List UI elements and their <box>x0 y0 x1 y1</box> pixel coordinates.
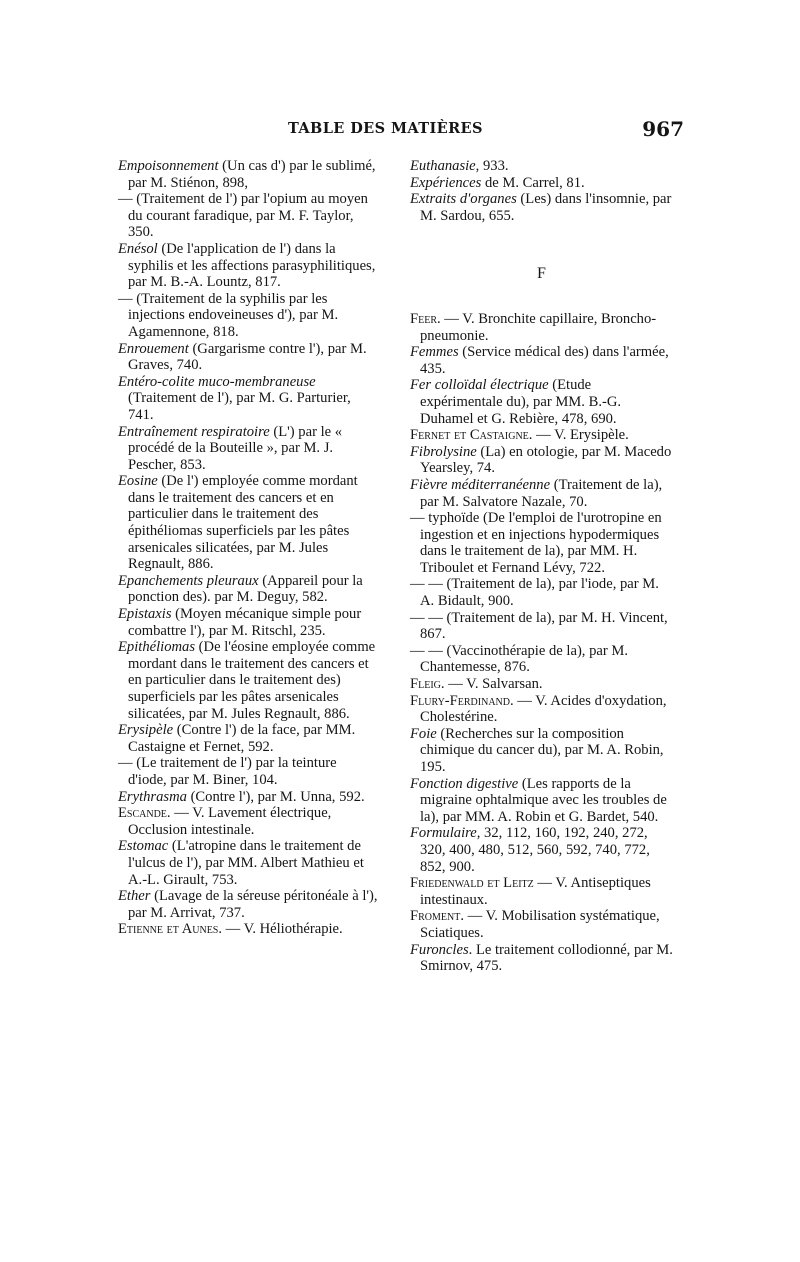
index-entry <box>410 942 673 975</box>
entry-term: Fleig. <box>410 676 445 693</box>
index-entry <box>410 158 673 175</box>
index-entry <box>118 291 378 341</box>
running-title: TABLE DES MATIÈRES <box>288 120 483 137</box>
entry-text: (Traitement de l'), par M. G. Parturier, 741. <box>128 390 351 423</box>
entry-term: Epanchements pleuraux <box>118 572 259 589</box>
entry-term: Euthanasie <box>410 158 476 174</box>
entry-text: — V. Héliothérapie. <box>222 921 343 938</box>
entry-term: Feer. <box>410 310 441 327</box>
entry-term: Femmes <box>410 344 459 361</box>
index-entry <box>118 341 378 374</box>
index-entry <box>410 477 673 510</box>
index-entry <box>118 573 378 606</box>
entry-text: — V. Lavement électrique, Occlusion intestinale. <box>128 805 332 838</box>
index-entry <box>410 344 673 377</box>
entry-text: (De l') employée comme mordant dans le traitement des cancers et en particulier dans le traitement des épithéliomas superficiels par les pâtes arsenicales silicatées, par M. Jules Regnault, 886. <box>128 473 358 573</box>
entry-term: Fer colloïdal électrique <box>410 377 549 394</box>
entry-term: Estomac <box>118 838 169 855</box>
index-entry <box>410 576 673 609</box>
entry-term: Formulaire <box>410 825 477 842</box>
entry-text: (Les) dans l'insomnie, par M. Sardou, 655. <box>420 191 672 224</box>
entry-term: Flury-Ferdinand. <box>410 692 514 709</box>
entry-term: Escande. <box>118 805 171 822</box>
entry-text: (Moyen mécanique simple pour combattre l'), par M. Ritschl, 235. <box>128 606 362 639</box>
entry-text: — V. Salvarsan. <box>444 676 543 693</box>
entry-text: (De l'application de l') dans la syphilis et les affections parasyphilitiques, par M. B.-A. Lountz, 817. <box>128 240 376 291</box>
entry-text: (Les rapports de la migraine ophtalmique avec les troubles de la), par MM. A. Robin et G. Bardet, 540. <box>420 775 667 825</box>
entry-term: Eosine <box>118 473 158 490</box>
page-header <box>120 117 684 146</box>
entry-text: (Contre l'), par M. Unna, 592. <box>186 788 365 805</box>
entry-text: (Un cas d') par le sublimé, par M. Stiénon, 898, <box>128 158 376 191</box>
index-entry <box>118 241 378 291</box>
index-entry <box>410 311 673 344</box>
index-entry <box>118 805 378 838</box>
entry-term: Friedenwald et Leitz <box>410 875 534 892</box>
entry-text: (Service médical des) dans l'armée, 435. <box>420 344 669 377</box>
entry-text: (Gargarisme contre l'), par M. Graves, 740. <box>128 340 367 374</box>
entry-term: Fibrolysine <box>410 443 477 460</box>
entry-text: — V. Erysipèle. <box>532 427 629 444</box>
entry-term: Erythrasma <box>118 788 187 805</box>
entry-text: (Contre l') de la face, par MM. Castaigne et Fernet, 592. <box>128 722 356 755</box>
entry-text: (De l'éosine employée comme mordant dans le traitement des cancers et en particulier dans le traitement des) superficiels par les pâtes arsenicales silicatées, par M. Jules Regnault, 886. <box>128 639 376 722</box>
index-entry <box>118 473 378 573</box>
index-entry <box>410 175 673 192</box>
entry-term: Entéro-colite muco-membraneuse <box>118 373 316 390</box>
entry-text: — V. Bronchite capillaire, Broncho-pneumonie. <box>420 310 657 344</box>
entry-term: Expériences <box>410 174 482 191</box>
entry-term: Enrouement <box>118 340 189 357</box>
index-entry <box>410 191 673 224</box>
entry-text: — V. Acides d'oxydation, Cholestérine. <box>420 692 667 726</box>
entry-term: Epithéliomas <box>118 639 196 656</box>
entry-text: , 933. <box>475 158 509 174</box>
entry-text: — — (Traitement de la), par l'iode, par M. A. Bidault, 900. <box>410 576 659 610</box>
index-entry <box>118 789 378 806</box>
entry-term: Froment. <box>410 908 464 925</box>
entry-text: . Le traitement collodionné, par M. Smirnov, 475. <box>420 941 673 975</box>
entry-term: Epistaxis <box>118 606 172 623</box>
entry-text: (La) en otologie, par M. Macedo Yearsley, 74. <box>420 443 672 477</box>
entry-text: — V. Antiseptiques intestinaux. <box>420 875 651 908</box>
page-number: 967 <box>642 117 684 141</box>
index-entry <box>118 158 378 191</box>
entry-text: — V. Mobilisation systématique, Sciatiques. <box>420 908 660 941</box>
index-entry <box>410 908 673 941</box>
entry-term: Entraînement respiratoire <box>118 423 270 440</box>
entry-text: (Lavage de la séreuse péritonéale à l'), par M. Arrivat, 737. <box>128 888 378 921</box>
index-entry <box>118 838 378 888</box>
index-entry <box>118 888 378 921</box>
index-entry <box>410 726 673 776</box>
entry-text: — typhoïde (De l'emploi de l'urotropine en ingestion et en injections hypodermiques dans le traitement de la), par MM. H. Triboulet et Fernand Lévy, 722. <box>410 510 662 576</box>
entry-term: Fernet et Castaigne. <box>410 427 533 444</box>
entry-text: (Recherches sur la composition chimique du cancer du), par M. A. Robin, 195. <box>420 725 664 775</box>
index-entry <box>118 921 378 938</box>
entry-text: — — (Traitement de la), par M. H. Vincent, 867. <box>410 609 668 643</box>
index-entry <box>410 377 673 427</box>
index-entry <box>118 191 378 241</box>
index-column-right <box>410 158 673 975</box>
index-entry <box>410 693 673 726</box>
entry-text: , 32, 112, 160, 192, 240, 272, 320, 400, 480, 512, 560, 592, 740, 772, 852, 900. <box>420 825 650 875</box>
index-entry <box>410 510 673 576</box>
entry-term: Empoisonnement <box>118 158 219 174</box>
entry-term: Enésol <box>118 240 158 257</box>
entry-text: — — (Vaccinothérapie de la), par M. Chantemesse, 876. <box>410 642 629 676</box>
index-entry <box>410 776 673 826</box>
entry-text: de M. Carrel, 81. <box>481 174 585 191</box>
entry-text: (Appareil pour la ponction des). par M. Deguy, 582. <box>128 572 363 606</box>
entry-text: (L') par le « procédé de la Bouteille », par M. J. Pescher, 853. <box>128 423 343 473</box>
entry-term: Extraits d'organes <box>410 191 517 208</box>
entry-term: Foie <box>410 725 437 742</box>
entry-text: (L'atropine dans le traitement de l'ulcus de l'), par MM. Albert Mathieu et A.-L. Girault, 753. <box>128 838 364 888</box>
entry-term: Furoncles <box>410 941 469 958</box>
index-entry <box>410 610 673 643</box>
entry-term: Etienne et Aunes. <box>118 921 223 938</box>
index-column-left <box>118 158 378 938</box>
index-entry <box>118 424 378 474</box>
entry-term: Fonction digestive <box>410 775 519 792</box>
index-entry <box>410 825 673 875</box>
entry-term: Erysipèle <box>118 722 174 739</box>
index-entry <box>410 676 673 693</box>
entry-term: Ether <box>118 888 151 905</box>
entry-text: — (Traitement de la syphilis par les injections endoveineuses d'), par M. Agamennone, 818. <box>118 290 339 340</box>
entry-text: — (Le traitement de l') par la teinture d'iode, par M. Biner, 104. <box>118 755 337 788</box>
index-entry <box>410 444 673 477</box>
index-entry <box>410 643 673 676</box>
index-entry <box>118 639 378 722</box>
entry-text: (Traitement de la), par M. Salvatore Nazale, 70. <box>420 476 663 510</box>
section-letter: F <box>537 265 546 283</box>
index-entry <box>118 755 378 788</box>
entry-term: Fièvre méditerranéenne <box>410 476 551 493</box>
entry-text: — (Traitement de l') par l'opium au moyen du courant faradique, par M. F. Taylor, 350. <box>118 191 368 241</box>
index-entry <box>410 427 673 444</box>
index-entry <box>118 606 378 639</box>
index-entry <box>118 374 378 424</box>
entry-text: (Etude expérimentale du), par MM. B.-G. Duhamel et G. Rebière, 478, 690. <box>420 377 622 427</box>
index-entry <box>118 722 378 755</box>
index-entry <box>410 875 673 908</box>
